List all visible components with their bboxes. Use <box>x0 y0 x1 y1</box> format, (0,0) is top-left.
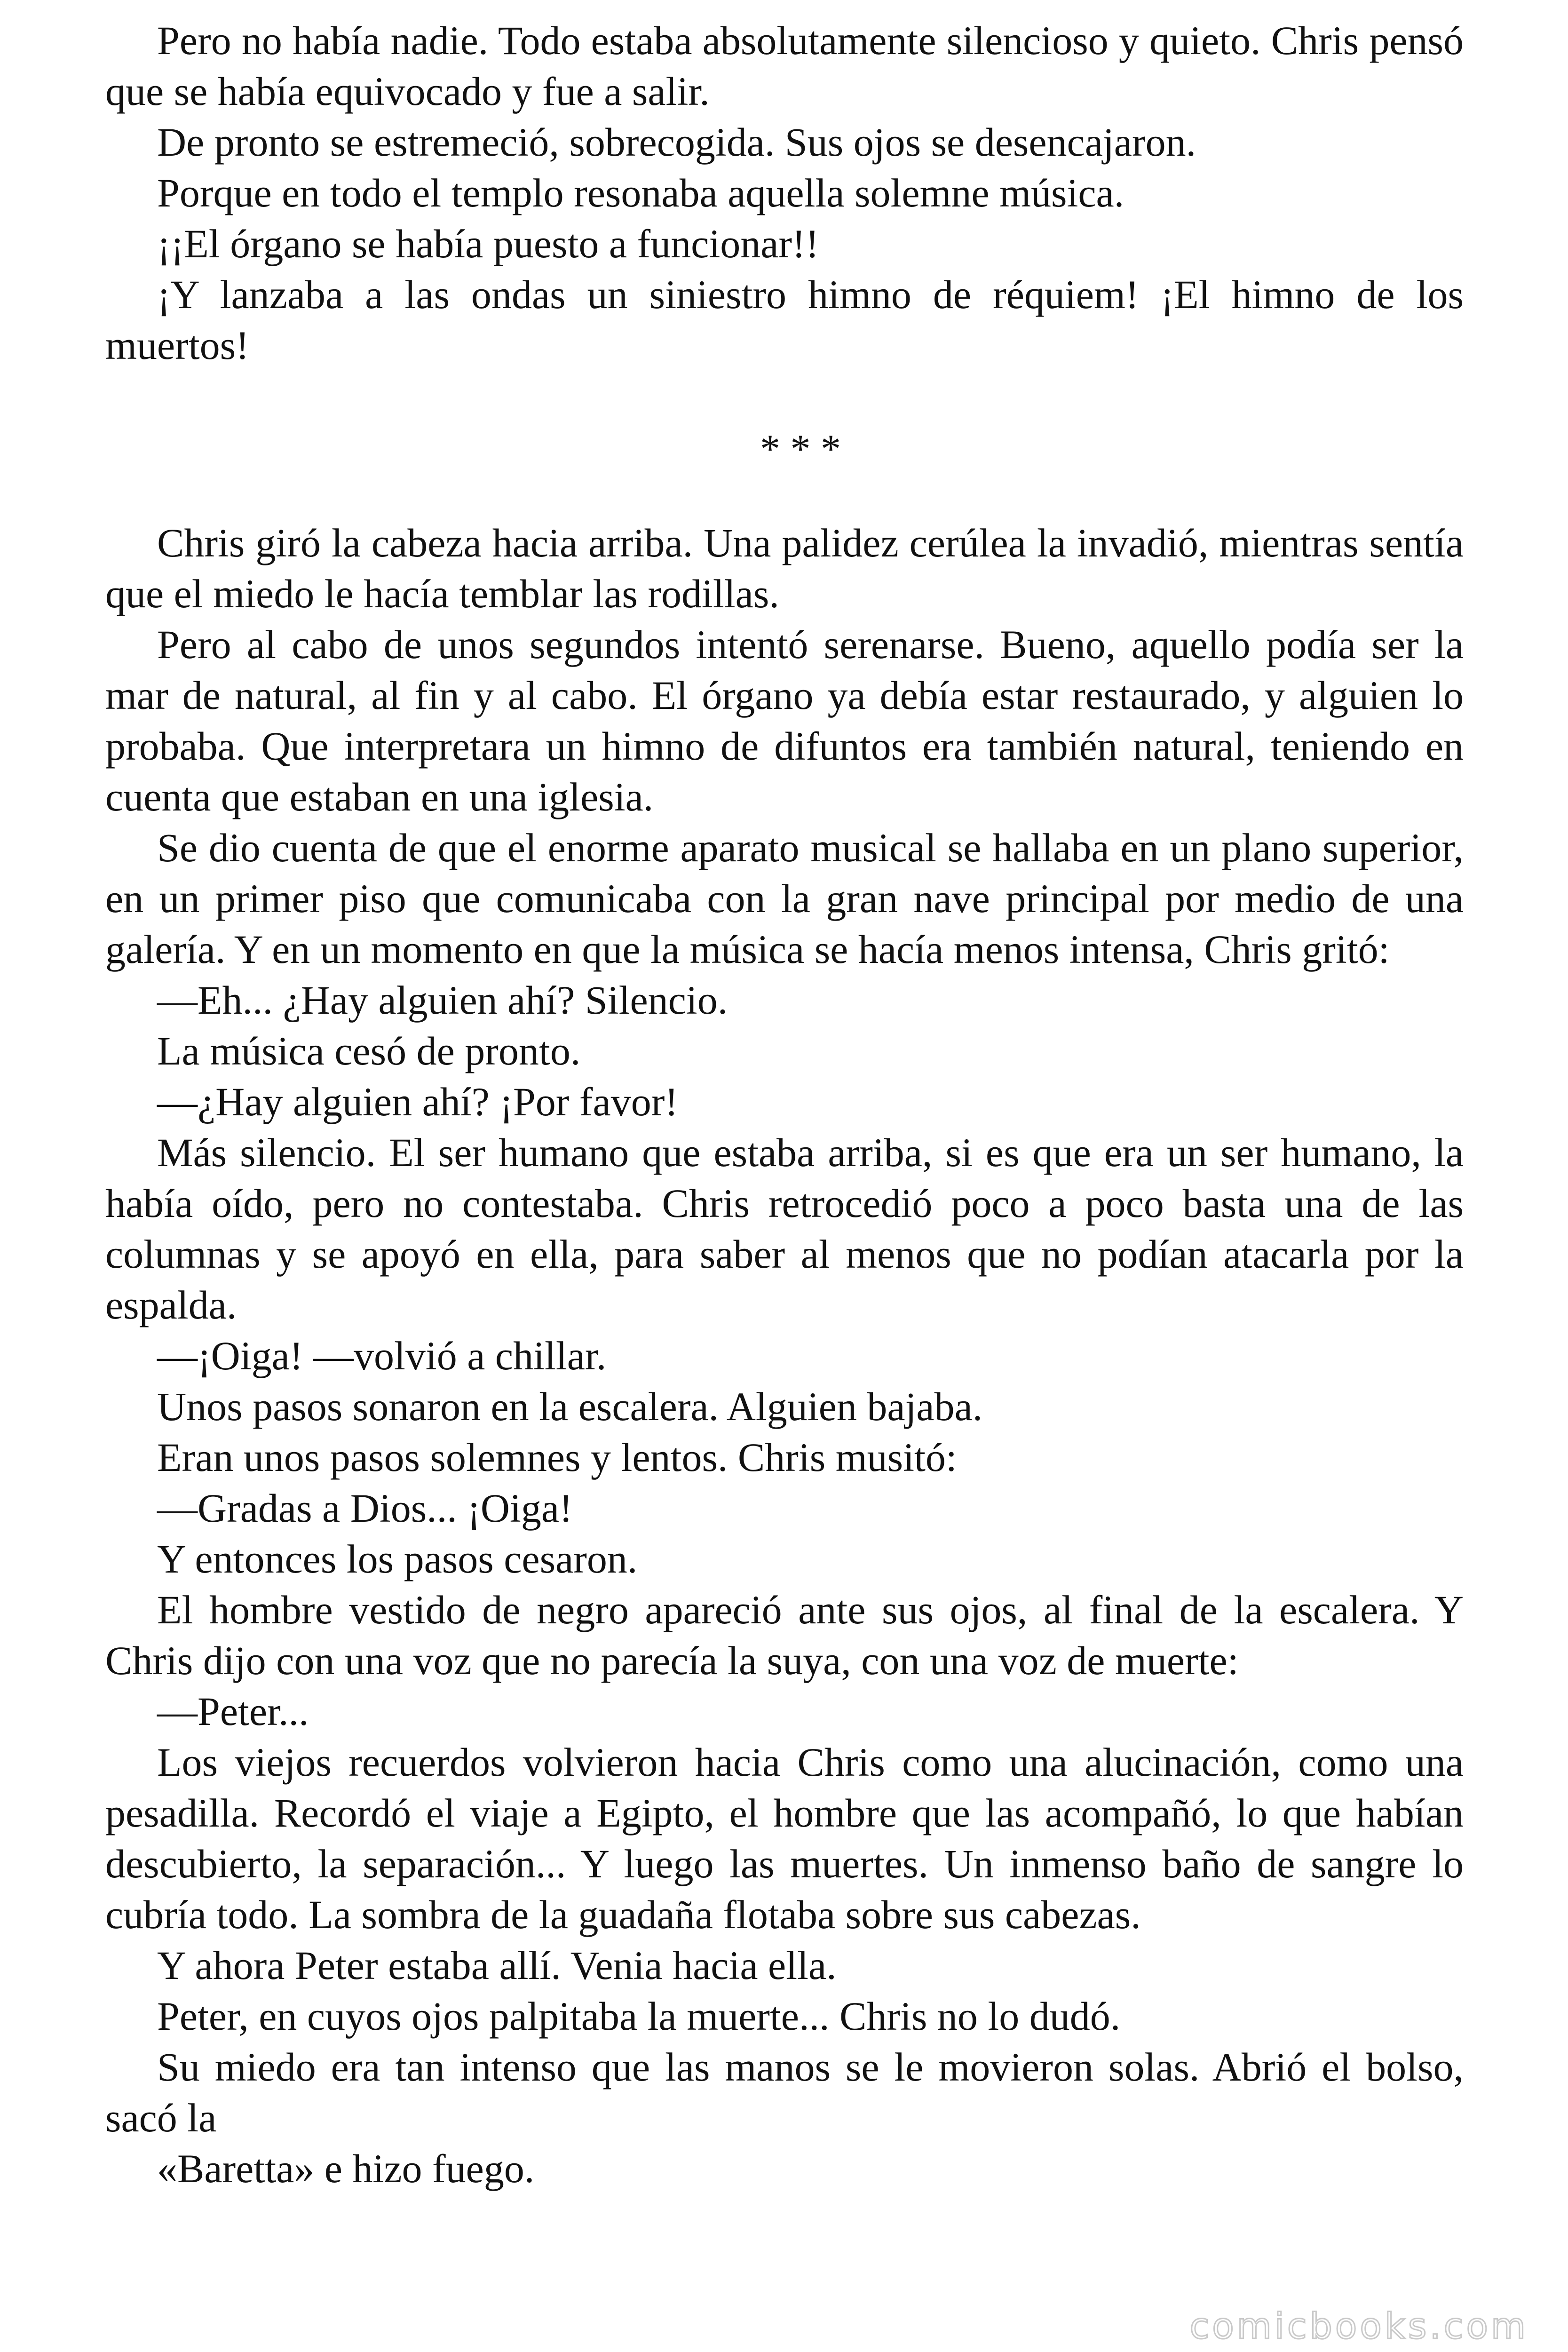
paragraph: Su miedo era tan intenso que las manos se le movieron solas. Abrió el bolso, sacó la <box>105 2044 1464 2140</box>
paragraph: —Gradas a Dios... ¡Oiga! <box>157 1486 573 1531</box>
paragraph: Más silencio. El ser humano que estaba arriba, si es que era un ser humano, la había oído, pero no contestaba. Chris retrocedió poco a poco basta una de las columnas y se apoyó en ella, para saber al menos que no podían atacarla por la espalda. <box>105 1130 1464 1327</box>
paragraph: Peter, en cuyos ojos palpitaba la muerte... Chris no lo dudó. <box>157 1994 1121 2039</box>
paragraph: Chris giró la cabeza hacia arriba. Una palidez cerúlea la invadió, mientras sentía que el miedo le hacía temblar las rodillas. <box>105 520 1464 616</box>
paragraph: De pronto se estremeció, sobrecogida. Sus ojos se desencajaron. <box>157 119 1196 165</box>
text-block-top <box>105 15 1464 371</box>
paragraph: —¡Oiga! —volvió a chillar. <box>157 1333 607 1378</box>
paragraph: —Peter... <box>157 1689 309 1734</box>
paragraph: —Eh... ¿Hay alguien ahí? Silencio. <box>157 977 728 1023</box>
paragraph: Se dio cuenta de que el enorme aparato musical se hallaba en un plano superior, en un primer piso que comunicaba con la gran nave principal por medio de una galería. Y en un momento en que la música se hacía menos intensa, Chris gritó: <box>105 825 1464 972</box>
paragraph: Pero al cabo de unos segundos intentó serenarse. Bueno, aquello podía ser la mar de natural, al fin y al cabo. El órgano ya debía estar restaurado, y alguien lo probaba. Que interpretara un himno de difuntos era también natural, teniendo en cuenta que estaban en una iglesia. <box>105 622 1464 819</box>
paragraph: Unos pasos sonaron en la escalera. Alguien bajaba. <box>157 1384 983 1429</box>
paragraph: ¡Y lanzaba a las ondas un siniestro himno de réquiem! ¡El himno de los muertos! <box>105 272 1464 368</box>
paragraph: Pero no había nadie. Todo estaba absolutamente silencioso y quieto. Chris pensó que se había equivocado y fue a salir. <box>105 18 1464 114</box>
section-separator: * * * <box>760 426 841 471</box>
paragraph: El hombre vestido de negro apareció ante sus ojos, al final de la escalera. Y Chris dijo con una voz que no parecía la suya, con una voz de muerte: <box>105 1587 1464 1683</box>
paragraph: Eran unos pasos solemnes y lentos. Chris musitó: <box>157 1435 957 1480</box>
text-block-bottom <box>105 517 1464 2194</box>
paragraph: La música cesó de pronto. <box>157 1028 581 1073</box>
watermark: comicbooks.com <box>1189 2305 1528 2347</box>
paragraph: Y ahora Peter estaba allí. Venia hacia ella. <box>157 1943 837 1988</box>
paragraph: Y entonces los pasos cesaron. <box>157 1536 638 1581</box>
paragraph: ¡¡El órgano se había puesto a funcionar!! <box>157 221 819 266</box>
paragraph: —¿Hay alguien ahí? ¡Por favor! <box>157 1079 679 1124</box>
paragraph: Los viejos recuerdos volvieron hacia Chris como una alucinación, como una pesadilla. Recordó el viaje a Egipto, el hombre que las acompañó, lo que habían descubierto, la separación... Y luego las muertes. Un inmenso baño de sangre lo cubría todo. La sombra de la guadaña flotaba sobre sus cabezas. <box>105 1740 1464 1937</box>
paragraph: Porque en todo el templo resonaba aquella solemne música. <box>157 170 1125 215</box>
paragraph: «Baretta» e hizo fuego. <box>157 2146 535 2191</box>
